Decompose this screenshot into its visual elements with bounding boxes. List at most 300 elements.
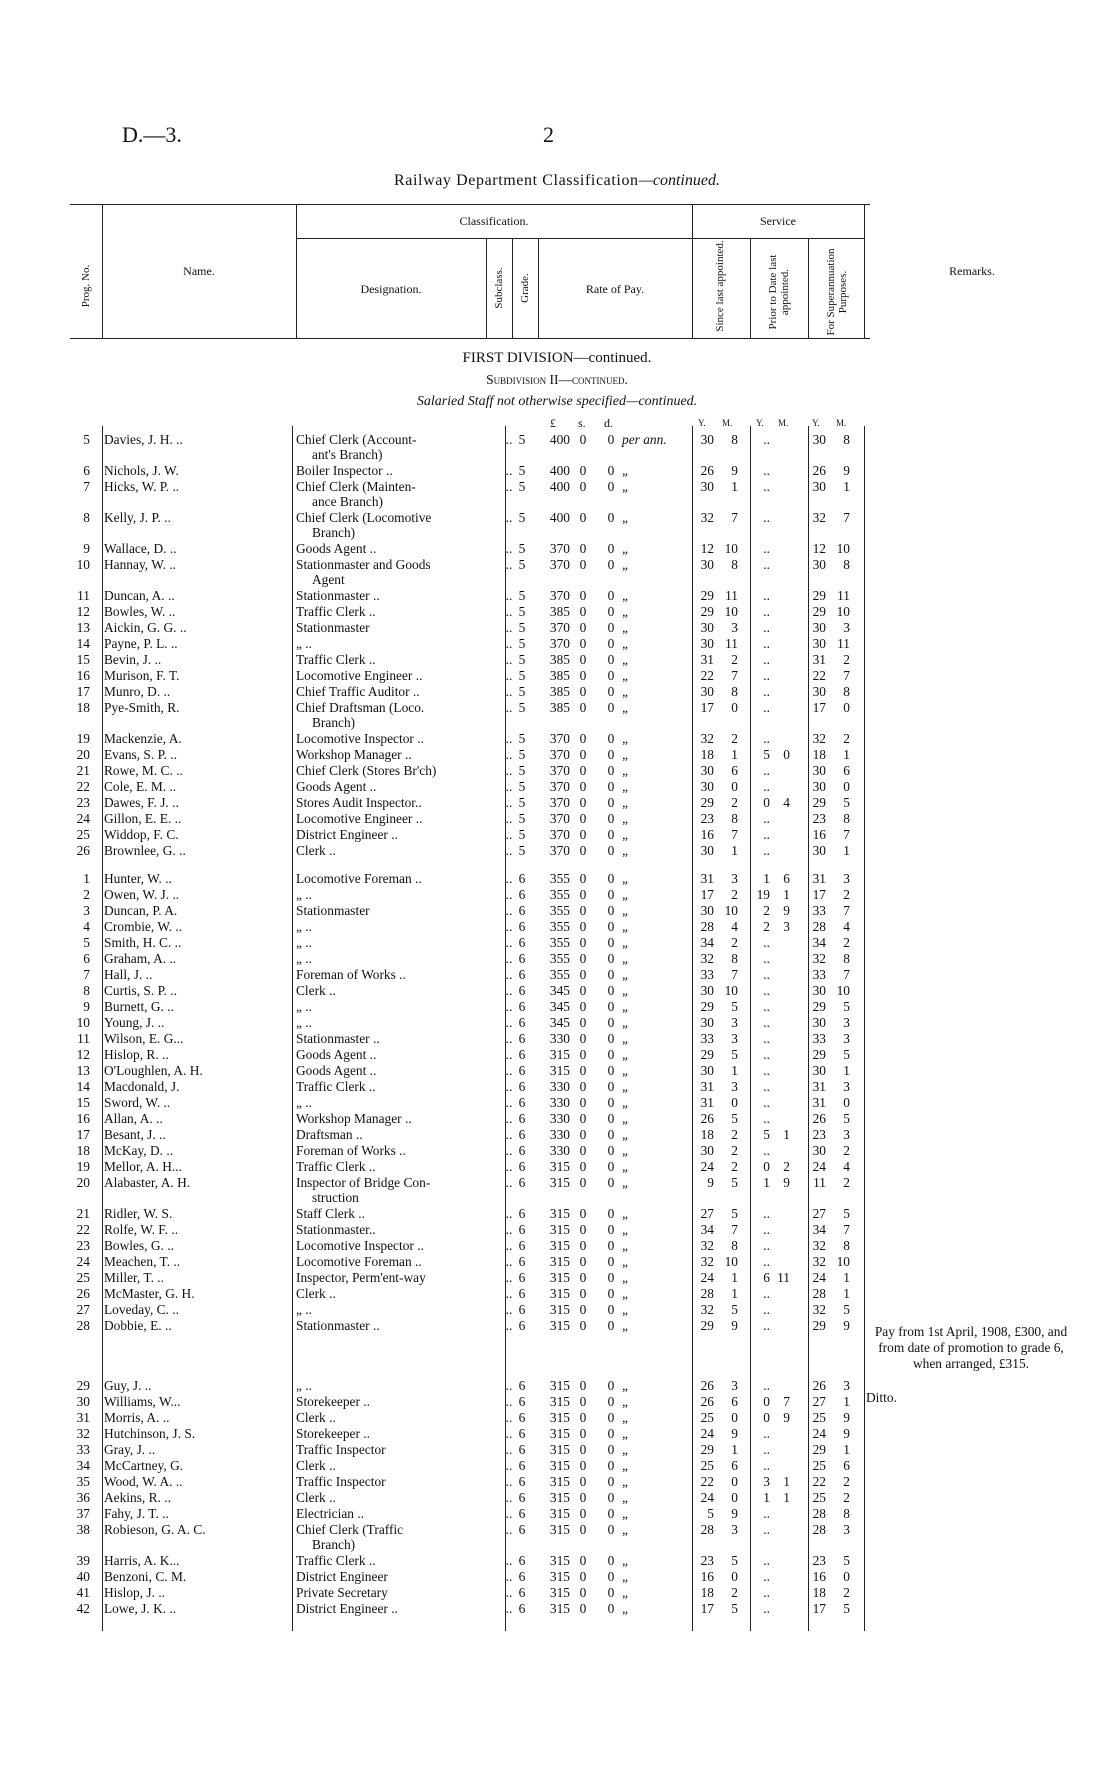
cell-fy: 26 — [812, 1111, 826, 1126]
cell-name: Burnett, G. .. — [104, 999, 174, 1014]
cell-sm: 1 — [731, 1442, 738, 1457]
cell-py: .. — [763, 620, 770, 635]
cell-des: „ .. — [296, 935, 312, 950]
cell-des: Locomotive Foreman .. — [296, 871, 422, 886]
cell-grade: 6 — [518, 1426, 526, 1441]
cell-fy: 29 — [812, 1047, 826, 1062]
cell-py: 0 — [763, 1394, 770, 1409]
table-row — [0, 1254, 1114, 1270]
header-grade: Grade. — [519, 273, 531, 303]
cell-l: 385 — [549, 684, 570, 699]
cell-l: 315 — [549, 1410, 570, 1425]
cell-no: 10 — [76, 557, 90, 572]
cell-py: .. — [763, 557, 770, 572]
cell-per: „ — [622, 1378, 630, 1393]
cell-sm: 10 — [724, 903, 738, 918]
cell-name: Kelly, J. P. .. — [104, 510, 171, 525]
cell-fy: 30 — [812, 1063, 826, 1078]
cell-sy: 30 — [700, 479, 714, 494]
cell-d: 0 — [607, 604, 615, 619]
cell-per: „ — [622, 843, 630, 858]
cell-grade: 6 — [518, 935, 526, 950]
cell-grade: 5 — [518, 795, 526, 810]
cell-py: .. — [763, 1569, 770, 1584]
table-row — [0, 871, 1114, 887]
cell-name: Ridler, W. S. — [104, 1206, 173, 1221]
cell-grade: 5 — [518, 620, 526, 635]
cell-grade: 6 — [518, 1031, 526, 1046]
cell-sy: 12 — [700, 541, 714, 556]
cell-sy: 29 — [700, 604, 714, 619]
cell-d: 0 — [607, 700, 615, 715]
cell-l: 355 — [549, 967, 570, 982]
cell-sy: 26 — [700, 463, 714, 478]
cell-d: 0 — [607, 1206, 615, 1221]
cell-fm: 3 — [843, 1522, 850, 1537]
cell-sy: 23 — [700, 1553, 714, 1568]
cell-py: .. — [763, 1222, 770, 1237]
cell-sm: 8 — [731, 684, 738, 699]
cell-fy: 34 — [812, 1222, 826, 1237]
cell-py: .. — [763, 479, 770, 494]
cell-fy: 27 — [812, 1394, 826, 1409]
cell-name: McCartney, G. — [104, 1458, 184, 1473]
cell-des: „ .. — [296, 1015, 312, 1030]
cell-name: Smith, H. C. .. — [104, 935, 182, 950]
cell-sub: .. — [505, 1553, 513, 1568]
table-row — [0, 747, 1114, 763]
cell-sy: 30 — [700, 636, 714, 651]
cell-fy: 32 — [812, 951, 826, 966]
cell-per: per ann. — [622, 432, 667, 447]
cell-d: 0 — [607, 967, 615, 982]
cell-d: 0 — [607, 1063, 615, 1078]
cell-d: 0 — [607, 1410, 615, 1425]
cell-l: 400 — [549, 463, 570, 478]
cell-sub: .. — [505, 1175, 513, 1190]
cell-sy: 24 — [700, 1159, 714, 1174]
cell-sub: .. — [505, 684, 513, 699]
cell-grade: 5 — [518, 731, 526, 746]
cell-d: 0 — [607, 903, 615, 918]
cell-per: „ — [622, 1175, 630, 1190]
cell-sub: .. — [505, 1047, 513, 1062]
cell-per: „ — [622, 636, 630, 651]
cell-s: 0 — [579, 731, 587, 746]
cell-fm: 5 — [843, 1206, 850, 1221]
cell-sm: 3 — [731, 871, 738, 886]
cell-d: 0 — [607, 795, 615, 810]
cell-per: „ — [622, 827, 630, 842]
cell-per: „ — [622, 1302, 630, 1317]
cell-d: 0 — [607, 1553, 615, 1568]
cell-sy: 29 — [700, 588, 714, 603]
cell-des: Chief Clerk (Stores Br'ch) — [296, 763, 437, 778]
cell-py: .. — [763, 999, 770, 1014]
table-row — [0, 827, 1114, 843]
cell-s: 0 — [579, 479, 587, 494]
cell-des: Chief Traffic Auditor .. — [296, 684, 420, 699]
cell-sub: .. — [505, 1079, 513, 1094]
cell-l: 315 — [549, 1553, 570, 1568]
cell-des: Locomotive Foreman .. — [296, 1254, 422, 1269]
cell-sy: 18 — [700, 1585, 714, 1600]
cell-des: Chief Clerk (Account- — [296, 432, 417, 447]
cell-l: 400 — [549, 432, 570, 447]
header-for-superannuation: For Superannuation Purposes. — [825, 248, 849, 336]
cell-l: 330 — [549, 1111, 570, 1126]
cell-sy: 29 — [700, 1047, 714, 1062]
cell-l: 330 — [549, 1143, 570, 1158]
cell-s: 0 — [579, 557, 587, 572]
cell-sm: 2 — [731, 887, 738, 902]
cell-sub: .. — [505, 636, 513, 651]
cell-des: Traffic Clerk .. — [296, 1553, 376, 1568]
table-row — [0, 1506, 1114, 1522]
page-title: Railway Department Classification—continued. — [394, 172, 720, 189]
cell-d: 0 — [607, 887, 615, 902]
cell-pm: 7 — [783, 1394, 790, 1409]
table-row — [0, 1553, 1114, 1569]
cell-sy: 26 — [700, 1111, 714, 1126]
cell-fy: 32 — [812, 1238, 826, 1253]
cell-sub: .. — [505, 668, 513, 683]
cell-sub: .. — [505, 1458, 513, 1473]
cell-fm: 1 — [843, 1442, 850, 1457]
cell-s: 0 — [579, 541, 587, 556]
table-row — [0, 541, 1114, 557]
cell-sy: 32 — [700, 731, 714, 746]
cell-no: 24 — [76, 1254, 90, 1269]
cell-py: .. — [763, 1302, 770, 1317]
cell-l: 385 — [549, 604, 570, 619]
cell-no: 6 — [83, 463, 90, 478]
cell-py: .. — [763, 684, 770, 699]
cell-name: Fahy, J. T. .. — [104, 1506, 169, 1521]
cell-name: Bowles, W. .. — [104, 604, 176, 619]
table-row — [0, 1442, 1114, 1458]
cell-sm: 3 — [731, 620, 738, 635]
cell-grade: 5 — [518, 700, 526, 715]
cell-sy: 34 — [700, 1222, 714, 1237]
cell-name: Allan, A. .. — [104, 1111, 163, 1126]
cell-fy: 24 — [812, 1159, 826, 1174]
cell-name: Loveday, C. .. — [104, 1302, 179, 1317]
cell-grade: 5 — [518, 604, 526, 619]
cell-py: 1 — [763, 871, 770, 886]
cell-no: 25 — [76, 1270, 90, 1285]
table-row — [0, 604, 1114, 620]
cell-per: „ — [622, 463, 630, 478]
cell-py: .. — [763, 1553, 770, 1568]
cell-grade: 5 — [518, 636, 526, 651]
cell-no: 7 — [83, 967, 90, 982]
cell-grade: 6 — [518, 951, 526, 966]
cell-per: „ — [622, 1506, 630, 1521]
cell-no: 21 — [76, 1206, 90, 1221]
cell-l: 370 — [549, 795, 570, 810]
cell-s: 0 — [579, 1506, 587, 1521]
cell-fm: 1 — [843, 1286, 850, 1301]
cell-name: Alabaster, A. H. — [104, 1175, 191, 1190]
cell-sm: 9 — [731, 1318, 738, 1333]
cell-s: 0 — [579, 652, 587, 667]
page-number: 2 — [543, 122, 554, 147]
cell-sy: 30 — [700, 1063, 714, 1078]
cell-des: Locomotive Engineer .. — [296, 811, 423, 826]
cell-des: „ .. — [296, 999, 312, 1014]
cell-per: „ — [622, 557, 630, 572]
cell-py: .. — [763, 1111, 770, 1126]
cell-per: „ — [622, 1442, 630, 1457]
cell-sy: 34 — [700, 935, 714, 950]
table-row — [0, 1426, 1114, 1442]
cell-d: 0 — [607, 1222, 615, 1237]
cell-sy: 30 — [700, 620, 714, 635]
unit-since-years: Y. — [698, 418, 706, 428]
cell-sub: .. — [505, 604, 513, 619]
cell-fm: 0 — [843, 1095, 850, 1110]
cell-fy: 28 — [812, 1506, 826, 1521]
cell-name: Hicks, W. P. .. — [104, 479, 180, 494]
cell-sub: .. — [505, 1410, 513, 1425]
cell-s: 0 — [579, 588, 587, 603]
cell-fy: 28 — [812, 1286, 826, 1301]
cell-d: 0 — [607, 1143, 615, 1158]
table-row — [0, 668, 1114, 684]
cell-des: Clerk .. — [296, 983, 336, 998]
cell-sm: 6 — [731, 1458, 738, 1473]
cell-d: 0 — [607, 463, 615, 478]
cell-grade: 6 — [518, 887, 526, 902]
cell-s: 0 — [579, 636, 587, 651]
cell-sm: 0 — [731, 1569, 738, 1584]
cell-sy: 33 — [700, 1031, 714, 1046]
cell-fm: 7 — [843, 967, 850, 982]
cell-l: 315 — [549, 1063, 570, 1078]
cell-sy: 28 — [700, 919, 714, 934]
cell-no: 25 — [76, 827, 90, 842]
cell-s: 0 — [579, 1111, 587, 1126]
cell-fy: 29 — [812, 1442, 826, 1457]
cell-d: 0 — [607, 1378, 615, 1393]
cell-sm: 10 — [724, 541, 738, 556]
cell-l: 370 — [549, 557, 570, 572]
cell-l: 315 — [549, 1426, 570, 1441]
cell-per: „ — [622, 1318, 630, 1333]
cell-name: Sword, W. .. — [104, 1095, 171, 1110]
cell-name: Hislop, J. .. — [104, 1585, 166, 1600]
cell-no: 5 — [83, 935, 90, 950]
cell-sy: 17 — [700, 700, 714, 715]
cell-des: Inspector of Bridge Con- — [296, 1175, 431, 1190]
cell-grade: 6 — [518, 1474, 526, 1489]
header-classification: Classification. — [459, 214, 529, 228]
cell-s: 0 — [579, 827, 587, 842]
table-row — [0, 432, 1114, 462]
cell-per: „ — [622, 1458, 630, 1473]
cell-sm: 0 — [731, 1410, 738, 1425]
cell-sm: 5 — [731, 1601, 738, 1616]
cell-fm: 7 — [843, 827, 850, 842]
cell-l: 315 — [549, 1254, 570, 1269]
table-row — [0, 1222, 1114, 1238]
cell-des: Traffic Clerk .. — [296, 1079, 376, 1094]
table-row — [0, 731, 1114, 747]
cell-l: 330 — [549, 1031, 570, 1046]
cell-sy: 30 — [700, 983, 714, 998]
cell-des: Workshop Manager .. — [296, 747, 412, 762]
cell-sm: 2 — [731, 1143, 738, 1158]
cell-d: 0 — [607, 652, 615, 667]
cell-no: 21 — [76, 763, 90, 778]
cell-per: „ — [622, 903, 630, 918]
cell-d: 0 — [607, 843, 615, 858]
cell-name: Evans, S. P. .. — [104, 747, 177, 762]
table-row — [0, 1238, 1114, 1254]
cell-sm: 10 — [724, 604, 738, 619]
page-reference: D.—3. — [122, 122, 182, 147]
cell-per: „ — [622, 763, 630, 778]
cell-name: Aekins, R. .. — [104, 1490, 171, 1505]
cell-s: 0 — [579, 620, 587, 635]
cell-grade: 6 — [518, 1490, 526, 1505]
cell-fy: 22 — [812, 1474, 826, 1489]
header-since-last-appointed: Since last appointed. — [714, 240, 726, 332]
cell-py: .. — [763, 1095, 770, 1110]
cell-name: Nichols, J. W. — [104, 463, 179, 478]
cell-py: 0 — [763, 1159, 770, 1174]
cell-grade: 6 — [518, 1159, 526, 1174]
cell-name: Hislop, R. .. — [104, 1047, 169, 1062]
cell-d: 0 — [607, 1569, 615, 1584]
cell-per: „ — [622, 588, 630, 603]
cell-per: „ — [622, 684, 630, 699]
cell-py: .. — [763, 1015, 770, 1030]
cell-name: Hall, J. .. — [104, 967, 153, 982]
cell-d: 0 — [607, 588, 615, 603]
cell-sm: 2 — [731, 652, 738, 667]
cell-des: Locomotive Inspector .. — [296, 1238, 424, 1253]
cell-fm: 0 — [843, 1569, 850, 1584]
cell-pm: 1 — [783, 1474, 790, 1489]
cell-sm: 7 — [731, 1222, 738, 1237]
cell-sy: 31 — [700, 652, 714, 667]
cell-l: 370 — [549, 620, 570, 635]
cell-sm: 6 — [731, 1394, 738, 1409]
cell-name: Wood, W. A. .. — [104, 1474, 183, 1489]
cell-des: Stationmaster.. — [296, 1222, 376, 1237]
cell-sm: 5 — [731, 1047, 738, 1062]
cell-no: 12 — [76, 1047, 90, 1062]
cell-s: 0 — [579, 463, 587, 478]
cell-sy: 32 — [700, 951, 714, 966]
cell-name: Payne, P. L. .. — [104, 636, 178, 651]
cell-name: Aickin, G. G. .. — [104, 620, 187, 635]
cell-pm: 1 — [783, 1490, 790, 1505]
cell-grade: 5 — [518, 843, 526, 858]
cell-s: 0 — [579, 1410, 587, 1425]
cell-d: 0 — [607, 871, 615, 886]
cell-l: 315 — [549, 1394, 570, 1409]
cell-per: „ — [622, 999, 630, 1014]
cell-per: „ — [622, 811, 630, 826]
cell-no: 9 — [83, 999, 90, 1014]
cell-fm: 11 — [837, 636, 850, 651]
cell-name: Besant, J. .. — [104, 1127, 166, 1142]
cell-l: 315 — [549, 1286, 570, 1301]
cell-sm: 9 — [731, 1426, 738, 1441]
cell-s: 0 — [579, 1206, 587, 1221]
cell-no: 17 — [76, 1127, 90, 1142]
cell-fy: 34 — [812, 935, 826, 950]
cell-fy: 18 — [812, 747, 826, 762]
cell-py: 1 — [763, 1175, 770, 1190]
cell-fm: 8 — [843, 1238, 850, 1253]
table-row — [0, 1206, 1114, 1222]
cell-per: „ — [622, 983, 630, 998]
cell-no: 19 — [76, 731, 90, 746]
cell-d: 0 — [607, 1095, 615, 1110]
cell-d: 0 — [607, 479, 615, 494]
cell-py: .. — [763, 1254, 770, 1269]
unit-shilling: s. — [578, 416, 586, 430]
cell-sm: 3 — [731, 1378, 738, 1393]
table-row — [0, 967, 1114, 983]
cell-sub: .. — [505, 1159, 513, 1174]
cell-fm: 5 — [843, 1302, 850, 1317]
cell-fy: 16 — [812, 827, 826, 842]
cell-py: 2 — [763, 919, 770, 934]
cell-des: Draftsman .. — [296, 1127, 363, 1142]
cell-per: „ — [622, 1238, 630, 1253]
cell-sub: .. — [505, 1063, 513, 1078]
cell-l: 315 — [549, 1522, 570, 1537]
cell-fm: 3 — [843, 1378, 850, 1393]
cell-grade: 5 — [518, 463, 526, 478]
cell-no: 16 — [76, 1111, 90, 1126]
cell-sub: .. — [505, 999, 513, 1014]
cell-l: 370 — [549, 763, 570, 778]
cell-fm: 4 — [843, 919, 850, 934]
cell-sy: 25 — [700, 1410, 714, 1425]
cell-sy: 22 — [700, 1474, 714, 1489]
cell-fm: 5 — [843, 1047, 850, 1062]
cell-fy: 32 — [812, 731, 826, 746]
cell-fm: 5 — [843, 795, 850, 810]
cell-py: .. — [763, 1318, 770, 1333]
cell-per: „ — [622, 620, 630, 635]
header-rate-of-pay: Rate of Pay. — [585, 282, 645, 296]
cell-sy: 27 — [700, 1206, 714, 1221]
remark-guy: Ditto. — [866, 1390, 897, 1405]
cell-fy: 31 — [812, 1079, 826, 1094]
cell-sy: 22 — [700, 668, 714, 683]
cell-sy: 33 — [700, 967, 714, 982]
cell-sub: .. — [505, 1095, 513, 1110]
cell-d: 0 — [607, 1601, 615, 1616]
cell-sub: .. — [505, 1111, 513, 1126]
cell-pm: 9 — [783, 903, 790, 918]
cell-grade: 5 — [518, 588, 526, 603]
cell-grade: 6 — [518, 903, 526, 918]
cell-no: 14 — [76, 636, 90, 651]
cell-sm: 5 — [731, 1175, 738, 1190]
cell-s: 0 — [579, 1159, 587, 1174]
cell-sm: 1 — [731, 1286, 738, 1301]
cell-s: 0 — [579, 843, 587, 858]
cell-no: 6 — [83, 951, 90, 966]
